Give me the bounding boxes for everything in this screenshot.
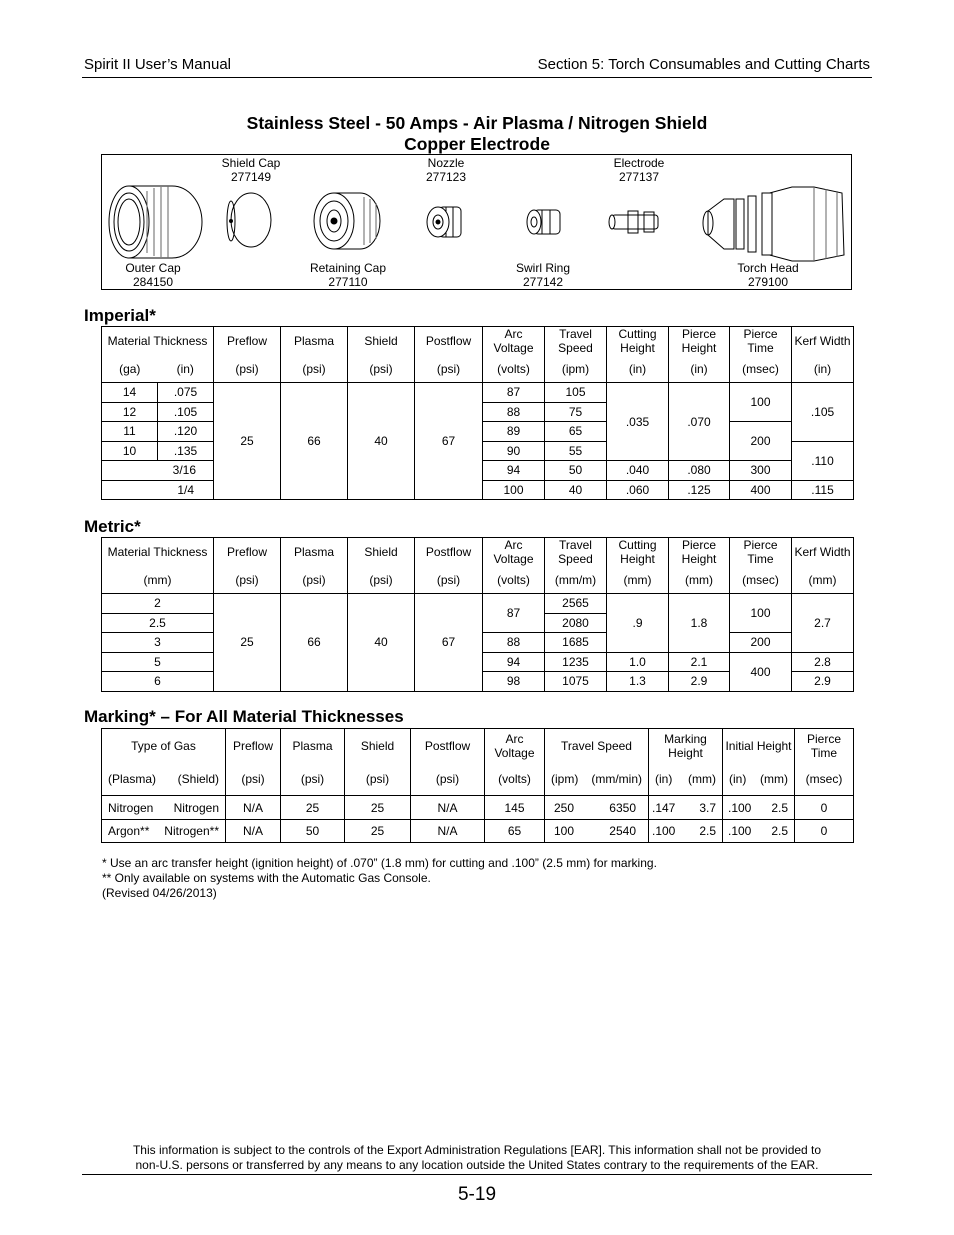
col-header: Travel Speed [545,729,649,764]
cell-ih-in: .100 [728,824,752,838]
part-name: Swirl Ring [515,261,570,275]
part-number: 277149 [230,170,272,184]
cell-postflow: N/A [411,820,485,843]
chart-subtitle: Copper Electrode [404,134,550,154]
ear-line: non-U.S. persons or transferred by any means to any location outside the United States contrary to the requirements of the EAR. [135,1158,819,1172]
cell-mmmin: 2540 [609,824,636,838]
cell-volts: 98 [483,672,545,692]
metric-heading: Metric* [84,517,141,536]
cell-mh-in: .147 [652,800,676,815]
cell-speed: 1235 [545,652,607,672]
units-row [102,356,854,383]
imperial-table [101,326,854,500]
cell-volts: 88 [483,402,545,422]
cell-pierce-height: .080 [669,461,730,481]
col-header: Arc Voltage [483,327,545,356]
cell-volts: 89 [483,422,545,442]
cell-pierce-time: 0 [795,796,854,820]
cell-volts: 145 [485,796,545,820]
header-row [102,729,854,764]
cell-cut-height: .060 [607,480,669,500]
page-number: 5-19 [457,1184,497,1205]
col-header: Pierce Time [730,327,792,356]
col-header: Shield [348,538,415,567]
unit: (mm) [669,567,730,594]
nozzle-icon [427,207,461,237]
unit: (mm/min) [591,772,642,787]
revision-note: (Revised 04/26/2013) [102,886,217,900]
cell-pierce-time: 400 [730,652,792,691]
col-header: Postflow [411,729,485,764]
header-rule [82,77,872,78]
cell-in: .105 [158,402,214,422]
col-header: Pierce Height [669,538,730,567]
ear-notice [0,1143,954,1173]
cell-pierce-time: 200 [730,633,792,653]
cell-kerf: 2.9 [792,672,854,692]
cell-mh-mm: 3.7 [699,800,716,815]
cell-mmmin: 6350 [609,800,636,815]
unit: (psi) [281,567,348,594]
part-name: Retaining Cap [309,261,387,275]
cell-volts: 88 [483,633,545,653]
units-row [102,567,854,594]
unit: (psi) [415,356,483,383]
table-row [102,594,854,614]
part-name: Outer Cap [125,261,181,275]
unit: (mm) [792,567,854,594]
cell-kerf: .105 [792,383,854,442]
cell-volts: 87 [483,383,545,403]
unit: (Plasma) [108,772,157,787]
col-header: Travel Speed [545,327,607,356]
cell-speed: 2565 [545,594,607,614]
cell-ga: 10 [102,441,158,461]
cell-speed: 105 [545,383,607,403]
unit: (volts) [485,764,545,796]
cell-kerf: .115 [792,480,854,500]
outer-cap-icon [109,186,202,258]
cell-shield: 40 [348,383,415,500]
part-number: 277123 [425,170,467,184]
cell-volts: 90 [483,441,545,461]
col-header: Pierce Height [669,327,730,356]
cell-kerf: 2.8 [792,652,854,672]
cell-gas-plasma: Argon** [108,824,150,838]
cell-ih-mm: 2.5 [771,800,788,815]
cell-plasma: 66 [281,383,348,500]
col-header: Postflow [415,538,483,567]
cell-ipm: 100 [554,824,575,838]
col-header: Plasma [281,729,345,764]
part-name: Torch Head [737,261,799,275]
col-header: Arc Voltage [483,538,545,567]
cell-in: 3/16 [102,461,214,481]
col-header: Plasma [281,327,348,356]
marking-heading: Marking* – For All Material Thicknesses [84,707,404,726]
cell-pierce-height: .125 [669,480,730,500]
col-header: Plasma [281,538,348,567]
swirl-ring-icon [527,210,560,234]
cell-ih-mm: 2.5 [771,824,788,838]
unit: (in) [669,356,730,383]
cell-mh-in: .100 [652,824,676,838]
unit: (in) [158,356,214,383]
retaining-cap-icon [314,193,380,249]
cell-speed: 1685 [545,633,607,653]
cell-mm: 5 [102,652,214,672]
cell-preflow: 25 [214,594,281,692]
col-header: Preflow [214,538,281,567]
col-header: Shield [345,729,411,764]
col-header: Arc Voltage [485,729,545,764]
cell-in: .135 [158,441,214,461]
cell-plasma: 25 [281,796,345,820]
cell-postflow: N/A [411,796,485,820]
footnotes [102,856,657,901]
unit: (volts) [483,356,545,383]
cell-postflow: 67 [415,383,483,500]
part-number: 279100 [747,275,789,289]
col-header: Initial Height [723,729,795,764]
unit: (msec) [730,356,792,383]
cell-pierce-time: 400 [730,480,792,500]
unit: (Shield) [177,772,219,787]
col-header: Kerf Width [792,327,854,356]
metric-table [101,537,854,692]
cell-mm: 3 [102,633,214,653]
unit: (in) [607,356,669,383]
cell-cut-height: .040 [607,461,669,481]
cell-ipm: 250 [554,800,575,815]
cell-pierce-time: 0 [795,820,854,843]
parts-illustration [102,155,851,289]
cell-pierce-height: .070 [669,383,730,461]
unit: (psi) [348,356,415,383]
marking-table [101,728,854,843]
col-header: Kerf Width [792,538,854,567]
unit: (psi) [348,567,415,594]
footnote: * Use an arc transfer height (ignition height) of .070” (1.8 mm) for cutting and .100” (2.5 mm) for marking. [102,856,657,870]
header-row [102,538,854,567]
cell-plasma: 50 [281,820,345,843]
cell-ga: 12 [102,402,158,422]
cell-pierce-time: 200 [730,422,792,461]
col-header: Marking Height [649,729,723,764]
unit: (volts) [483,567,545,594]
part-number: 277110 [328,275,368,289]
shield-cap-icon [227,193,271,247]
unit: (in) [792,356,854,383]
cell-mm: 2 [102,594,214,614]
cell-postflow: 67 [415,594,483,692]
cell-kerf: 2.7 [792,594,854,653]
unit: (mm) [760,772,788,787]
cell-mh-mm: 2.5 [699,824,716,838]
cell-shield: 25 [345,820,411,843]
cell-volts: 94 [483,652,545,672]
cell-cut-height: 1.3 [607,672,669,692]
unit: (ga) [102,356,158,383]
torch-head-icon [703,187,844,261]
cell-ih-in: .100 [728,800,752,815]
unit: (msec) [795,764,854,796]
cell-cut-height: .035 [607,383,669,461]
cell-speed: 1075 [545,672,607,692]
cell-preflow: 25 [214,383,281,500]
cell-mm: 2.5 [102,613,214,633]
col-header: Postflow [415,327,483,356]
footer-rule [82,1174,872,1175]
cell-pierce-time: 100 [730,383,792,422]
unit: (psi) [214,567,281,594]
cell-preflow: N/A [226,796,281,820]
part-number: 277137 [618,170,660,184]
cell-gas-shield: Nitrogen** [164,824,219,838]
cell-shield: 25 [345,796,411,820]
unit: (psi) [415,567,483,594]
cell-shield: 40 [348,594,415,692]
unit: (ipm) [551,772,579,787]
part-name: Shield Cap [221,156,281,170]
cell-ga: 11 [102,422,158,442]
cell-cut-height: .9 [607,594,669,653]
col-header: Travel Speed [545,538,607,567]
cell-kerf: .110 [792,441,854,480]
ear-line: This information is subject to the controls of the Export Administration Regulations [EAR]. This information shall not be provided to [132,1143,822,1157]
cell-cut-height: 1.0 [607,652,669,672]
cell-speed: 40 [545,480,607,500]
cell-pierce-height: 2.1 [669,652,730,672]
cell-preflow: N/A [226,820,281,843]
footnote: ** Only available on systems with the Automatic Gas Console. [102,871,431,885]
unit: (psi) [281,356,348,383]
unit: (psi) [226,764,281,796]
col-header: Shield [348,327,415,356]
part-name: Electrode [613,156,665,170]
consumables-diagram [101,154,852,290]
chart-title: Stainless Steel - 50 Amps - Air Plasma / Nitrogen Shield [246,113,708,133]
unit: (ipm) [545,356,607,383]
cell-in: .120 [158,422,214,442]
col-header: Cutting Height [607,538,669,567]
col-header: Preflow [214,327,281,356]
part-name: Nozzle [427,156,465,170]
unit: (mm) [102,567,214,594]
table-row [102,383,854,403]
cell-mm: 6 [102,672,214,692]
col-header: Preflow [226,729,281,764]
unit: (mm) [688,772,716,787]
cell-speed: 55 [545,441,607,461]
units-row [102,764,854,796]
imperial-heading: Imperial* [84,306,156,325]
unit: (mm) [607,567,669,594]
col-header: Type of Gas [102,729,226,764]
section-title: Section 5: Torch Consumables and Cutting Charts [537,56,870,73]
cell-speed: 50 [545,461,607,481]
table-row [102,796,854,820]
col-header: Material Thickness [102,538,214,567]
cell-speed: 65 [545,422,607,442]
cell-ga: 14 [102,383,158,403]
cell-gas-shield: Nitrogen [173,800,219,815]
manual-title: Spirit II User’s Manual [84,56,231,73]
cell-plasma: 66 [281,594,348,692]
cell-pierce-time: 300 [730,461,792,481]
cell-speed: 2080 [545,613,607,633]
unit: (mm/m) [545,567,607,594]
col-header: Pierce Time [730,538,792,567]
col-header: Pierce Time [795,729,854,764]
unit: (psi) [411,764,485,796]
cell-pierce-height: 1.8 [669,594,730,653]
electrode-icon [609,211,658,233]
cell-pierce-time: 100 [730,594,792,633]
cell-volts: 65 [485,820,545,843]
unit: (in) [655,772,673,787]
unit: (msec) [730,567,792,594]
table-row [102,820,854,843]
unit: (psi) [345,764,411,796]
part-number: 277142 [522,275,564,289]
unit: (psi) [281,764,345,796]
cell-speed: 75 [545,402,607,422]
col-header: Cutting Height [607,327,669,356]
unit: (psi) [214,356,281,383]
part-number: 284150 [132,275,174,289]
cell-in: 1/4 [102,480,214,500]
cell-volts: 94 [483,461,545,481]
cell-in: .075 [158,383,214,403]
cell-volts: 87 [483,594,545,633]
cell-gas-plasma: Nitrogen [108,800,154,815]
cell-pierce-height: 2.9 [669,672,730,692]
col-header: Material Thickness [102,327,214,356]
cell-volts: 100 [483,480,545,500]
unit: (in) [729,772,747,787]
header-row [102,327,854,356]
